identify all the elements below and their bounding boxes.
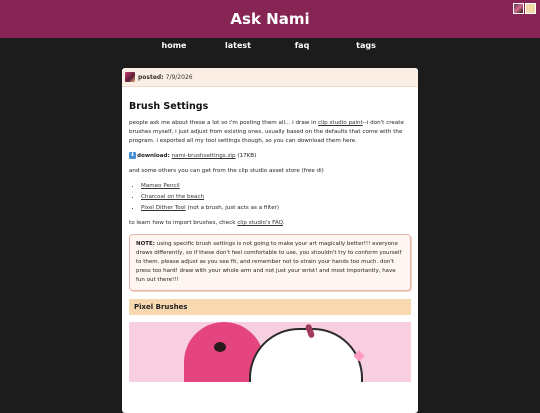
posted-label: posted: [138, 73, 164, 81]
import-end: . [283, 220, 285, 226]
others-text: and some others you can get from the clip studio asset store (free di) [129, 168, 324, 174]
art-shape-white [249, 328, 363, 382]
list-item [141, 193, 411, 202]
post-title: Brush Settings [129, 101, 209, 112]
brush-link-pixel-dither[interactable]: Pixel Dither Tool [141, 205, 186, 211]
list-item [141, 204, 411, 213]
site-title[interactable]: Ask Nami [230, 10, 310, 28]
intro-text-1: people ask me about these a lot so i'm posting them all... i draw in [129, 120, 318, 126]
download-label: download: [137, 153, 170, 159]
intro-paragraph [129, 119, 411, 146]
profile-avatar-icon[interactable] [513, 3, 524, 14]
nav-faq[interactable]: faq [294, 41, 310, 50]
download-icon: ⬇ [130, 152, 135, 158]
import-paragraph [129, 219, 411, 228]
post-content [122, 101, 418, 228]
post-meta [122, 68, 418, 87]
main-nav [0, 38, 540, 58]
intro-text-2: --i don't create brushes myself, i just adjust from existing ones, usually based on the defaults that come with the program. i exported all my tool settings though, so you can download them here. [129, 120, 404, 144]
brush-link-mameo[interactable]: Mameo Pencil [141, 183, 180, 189]
header-icons [513, 3, 536, 14]
import-text: to learn how to import brushes, check [129, 220, 238, 226]
nav-home[interactable]: home [161, 41, 187, 50]
section-header-pixel-brushes [129, 299, 411, 315]
download-link[interactable]: nami-brushsettings.zip [171, 153, 236, 159]
list-item [141, 182, 411, 191]
post-card [122, 68, 418, 413]
note-box [129, 234, 411, 291]
art-eye [214, 342, 226, 352]
download-line [129, 152, 411, 161]
brush-link-charcoal[interactable]: Charcoal on the beach [141, 194, 205, 200]
clip-studio-link[interactable]: clip studio paint [318, 120, 363, 126]
pixel-brush-artwork [129, 322, 411, 382]
download-size: (17KB) [237, 153, 257, 159]
faq-link[interactable]: clip studio's FAQ [237, 220, 283, 226]
brush-list [129, 182, 411, 213]
note-label: NOTE: [136, 241, 155, 247]
nav-latest[interactable]: latest [225, 41, 251, 50]
section-wrap [122, 299, 418, 382]
section-title: Pixel Brushes [134, 302, 188, 311]
theme-toggle-icon[interactable] [525, 3, 536, 14]
brush-note: (not a brush, just acts as a filter) [187, 205, 280, 211]
post-date: 7/9/2026 [165, 73, 193, 81]
site-header [0, 0, 540, 38]
note-text: using specific brush settings is not going to make your art magically better!!! everyone draws differently, so if these don't feel comfortable to use, you shouldn't try to conform yourself to them. please adjust as you see fit, and remember not to strain your hands too much. don't press too hard! draw with your whole arm and not just your wrist! and most importantly, have fun out there!!! [136, 241, 402, 283]
author-avatar-icon[interactable] [125, 72, 135, 82]
nav-tags[interactable]: tags [356, 41, 376, 50]
